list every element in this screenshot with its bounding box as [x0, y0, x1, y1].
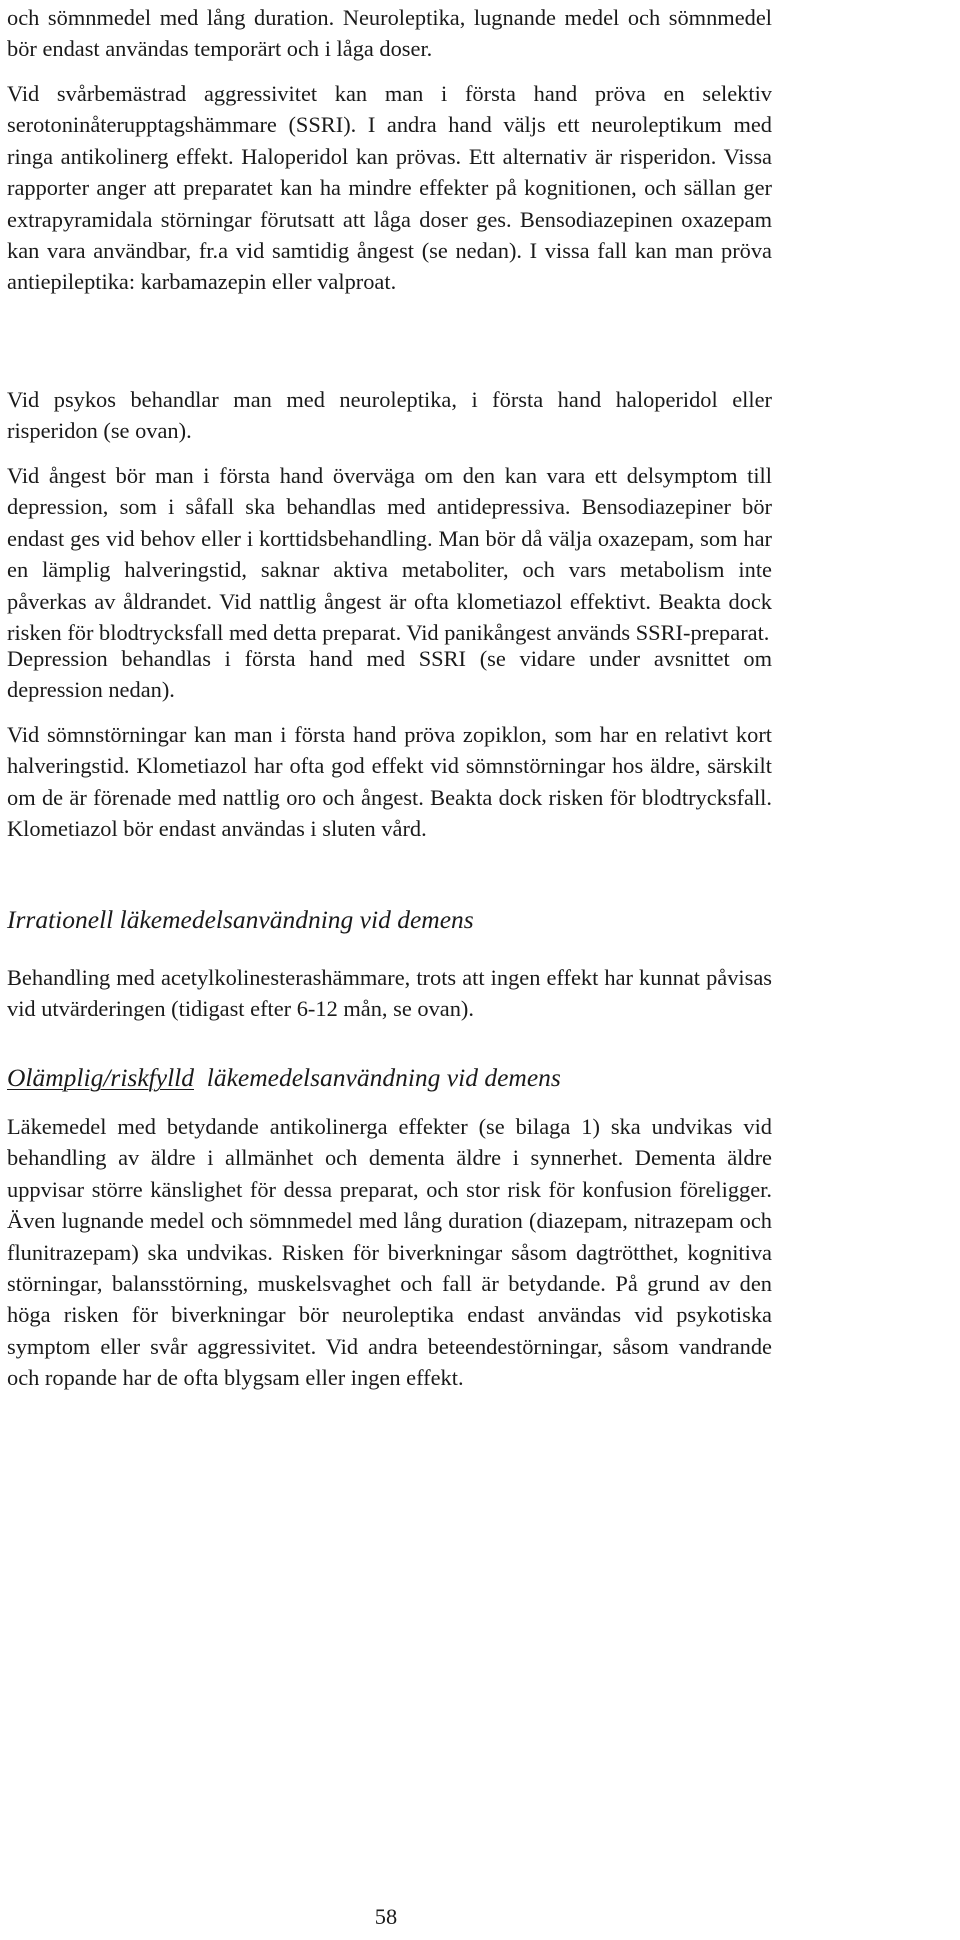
heading-risky-rest: läkemedelsanvändning vid demens: [206, 1063, 561, 1092]
paragraph-aggression: Vid svårbemästrad aggressivitet kan man i första hand pröva en selektiv serotoninåterupptagshämmare (SSRI). I andra hand väljs ett neuroleptikum med ringa antikolinerg effekt. Haloperidol kan prövas. Ett alternativ är risperidon. Vissa rapporter anger att preparatet kan ha mindre effekter på kognitionen, och sällan ger extrapyramidala störningar förutsatt att låga doser ges. Bensodiazepinen oxazepam kan vara användbar, fr.a vid samtidig ångest (se nedan). I vissa fall kan man pröva antiepileptika: karbamazepin eller valproat.: [7, 81, 772, 295]
paragraph-psychosis: Vid psykos behandlar man med neuroleptika, i första hand haloperidol eller risperidon (se ovan).: [7, 387, 772, 444]
page-number: 58: [374, 1904, 398, 1929]
paragraph-anticholinergic: Läkemedel med betydande antikolinerga effekter (se bilaga 1) ska undvikas vid behandling av äldre i allmänhet och dementa äldre i synnerhet. Dementa äldre uppvisar större känslighet för dessa preparat, och stor risk för konfusion föreligger. Även lugnande medel och sömnmedel med lång duration (diazepam, nitrazepam och flunitrazepam) ska undvikas. Risken för biverkningar såsom dagtrötthet, kognitiva störningar, balansstörning, muskelsvaghet och fall är betydande. På grund av den höga risken för biverkningar bör neuroleptika endast användas vid psykotiska symptom eller svår aggressivitet. Vid andra beteendestörningar, såsom vandrande och ropande har de ofta blygsam eller ingen effekt.: [7, 1114, 772, 1391]
heading-irrational-drug-use: Irrationell läkemedelsanvändning vid demens: [7, 905, 474, 934]
paragraph-sedatives-note: och sömnmedel med lång duration. Neuroleptika, lugnande medel och sömnmedel bör endast användas temporärt och i låga doser.: [7, 5, 772, 62]
paragraph-sleep-disorders: Vid sömnstörningar kan man i första hand pröva zopiklon, som har en relativt kort halveringstid. Klometiazol har ofta god effekt vid sömnstörningar hos äldre, särskilt om de är förenade med nattlig oro och ångest. Beakta dock risken för blodtrycksfall. Klometiazol bör endast användas i sluten vård.: [7, 722, 772, 842]
heading-risky-underlined: Olämplig/riskfylld: [7, 1063, 194, 1092]
heading-inappropriate-drug-use: [7, 1062, 561, 1094]
paragraph-anxiety: Vid ångest bör man i första hand överväga om den kan vara ett delsymptom till depression, som i såfall ska behandlas med antidepressiva. Bensodiazepiner bör endast ges vid behov eller i korttidsbehandling. Man bör då välja oxazepam, som har en lämplig halveringstid, saknar aktiva metaboliter, och vars metabolism inte påverkas av åldrandet. Vid nattlig ångest är ofta klometiazol effektivt. Beakta dock risken för blodtrycksfall med detta preparat. Vid panikångest används SSRI-preparat.: [7, 463, 772, 646]
paragraph-acetylcholinesterase: Behandling med acetylkolinesterashämmare, trots att ingen effekt har kunnat påvisas vid utvärderingen (tidigast efter 6-12 mån, se ovan).: [7, 965, 772, 1022]
paragraph-depression: Depression behandlas i första hand med SSRI (se vidare under avsnittet om depression nedan).: [7, 646, 772, 703]
